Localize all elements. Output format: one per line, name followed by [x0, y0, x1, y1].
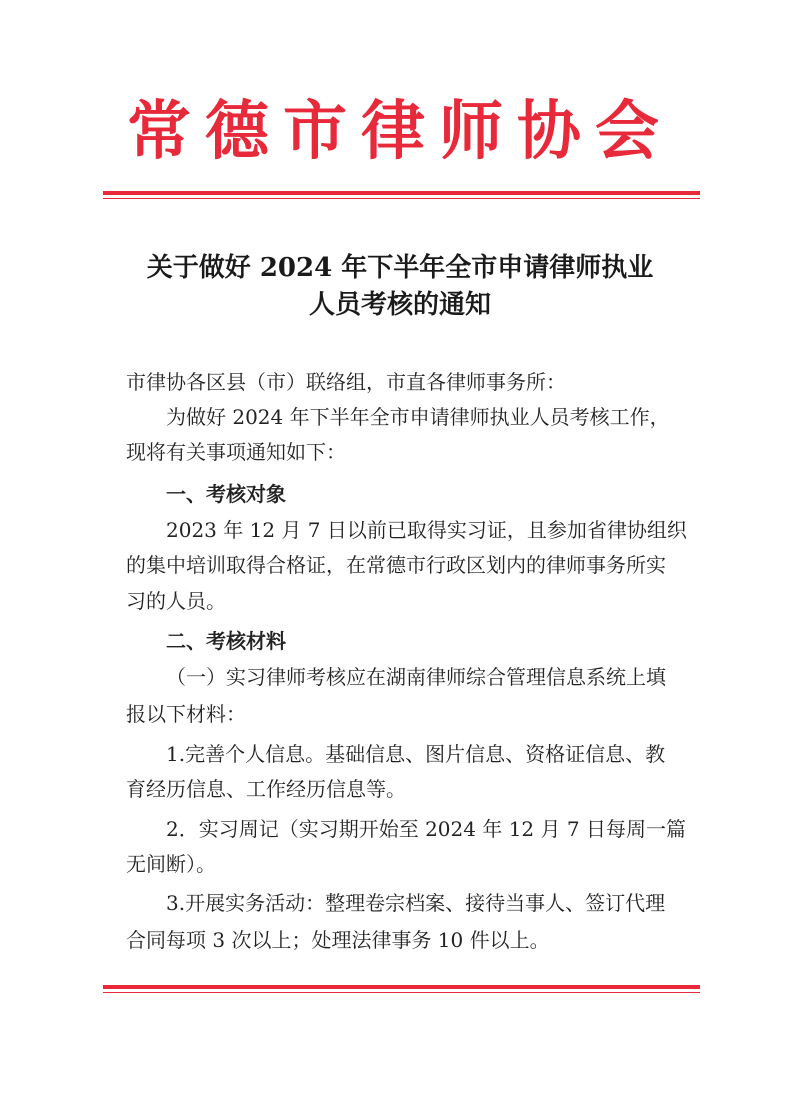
letterhead-org-name: 常德市律师协会 — [127, 94, 673, 169]
divider-thin-line — [103, 198, 700, 199]
subsection-1-line-2: 报以下材料： — [126, 702, 246, 726]
section-1-line-3: 习的人员。 — [126, 589, 226, 613]
subsection-1-line-1: （一）实习律师考核应在湖南律师综合管理信息系统上填 — [166, 665, 666, 689]
page-divider-bottom — [103, 985, 700, 993]
intro-paragraph-line-1: 为做好 2024 年下半年全市申请律师执业人员考核工作， — [166, 405, 670, 429]
notice-title-line-1: 关于做好 2024 年下半年全市申请律师执业 — [146, 253, 654, 283]
divider-thick-line — [103, 985, 700, 989]
item-3-line-2: 合同每项 3 次以上；处理法律事务 10 件以上。 — [126, 928, 550, 952]
intro-paragraph-line-2: 现将有关事项通知如下： — [126, 440, 346, 464]
divider-thin-line — [103, 992, 700, 993]
item-3-line-1: 3.开展实务活动：整理卷宗档案、接待当事人、签订代理 — [166, 891, 666, 915]
section-2-heading: 二、考核材料 — [166, 629, 286, 653]
item-2-line-2: 无间断）。 — [126, 852, 216, 876]
section-1-heading: 一、考核对象 — [166, 482, 286, 506]
letterhead-divider-top — [103, 191, 700, 199]
salutation: 市律协各区县（市）联络组，市直各律师事务所： — [126, 370, 566, 394]
item-2-line-1: 2．实习周记（实习期开始至 2024 年 12 月 7 日每周一篇 — [166, 817, 686, 841]
section-1-line-2: 的集中培训取得合格证，在常德市行政区划内的律师事务所实 — [126, 553, 666, 577]
divider-thick-line — [103, 191, 700, 195]
item-1-line-1: 1.完善个人信息。基础信息、图片信息、资格证信息、教 — [166, 742, 666, 766]
item-1-line-2: 育经历信息、工作经历信息等。 — [126, 777, 406, 801]
section-1-line-1: 2023 年 12 月 7 日以前已取得实习证，且参加省律协组织 — [166, 518, 687, 542]
notice-title-line-2: 人员考核的通知 — [308, 290, 491, 320]
